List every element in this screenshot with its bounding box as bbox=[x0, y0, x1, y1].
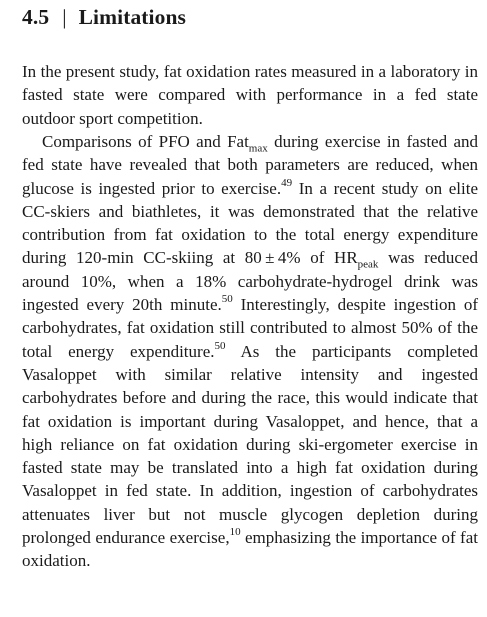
fatmax-subscript: max bbox=[248, 142, 268, 155]
para2-text-5: Interestingly, despite ingestion of carbohydrates, fat oxidation still contributed to almost 50% of the total energy expenditure. bbox=[22, 295, 478, 361]
section-heading bbox=[22, 5, 186, 30]
paragraph-1: In the present study, fat oxidation rates measured in a laboratory in fasted state were compared with performance in a fed state outdoor sport competition. bbox=[22, 62, 478, 128]
para2-text-7: emphasizing the importance of fat oxidation. bbox=[22, 528, 478, 571]
section-separator: | bbox=[62, 5, 67, 29]
section-title: Limitations bbox=[78, 5, 187, 29]
para2-text-2: during exercise in fasted and fed state have revealed that both parameters are reduced, when glucose is ingested prior to exercise. bbox=[22, 132, 478, 198]
citation-49: 49 bbox=[281, 176, 293, 189]
para2-text-3: In a recent study on elite CC-skiers and biathletes, it was demonstrated that the relative contribution from fat oxidation to the total energy expenditure during 120-min CC-skiing at 80 ± 4% of HR bbox=[22, 178, 479, 268]
citation-10: 10 bbox=[229, 526, 241, 539]
section-number: 4.5 bbox=[22, 5, 50, 29]
paragraph-2 bbox=[22, 130, 478, 573]
hrpeak-subscript: peak bbox=[357, 258, 379, 271]
citation-50a: 50 bbox=[221, 293, 233, 306]
citation-50b: 50 bbox=[214, 340, 226, 353]
para2-text-6: As the participants completed Vasaloppet with similar relative intensity and ingested carbohydrates before and during the race, this would indicate that fat oxidation is important during Vasaloppet, and hence, that a high reliance on fat oxidation during ski-ergometer exercise in fasted state may be translated into a high fat oxidation during Vasaloppet in fed state. In addition, ingestion of carbohydrates attenuates liver but not muscle glycogen depletion during prolonged endurance exercise, bbox=[22, 341, 479, 548]
para2-text-4: was reduced around 10%, when a 18% carbohydrate-hydrogel drink was ingested every 20th minute. bbox=[22, 248, 478, 315]
para2-text-1: Comparisons of PFO and Fat bbox=[42, 132, 249, 151]
